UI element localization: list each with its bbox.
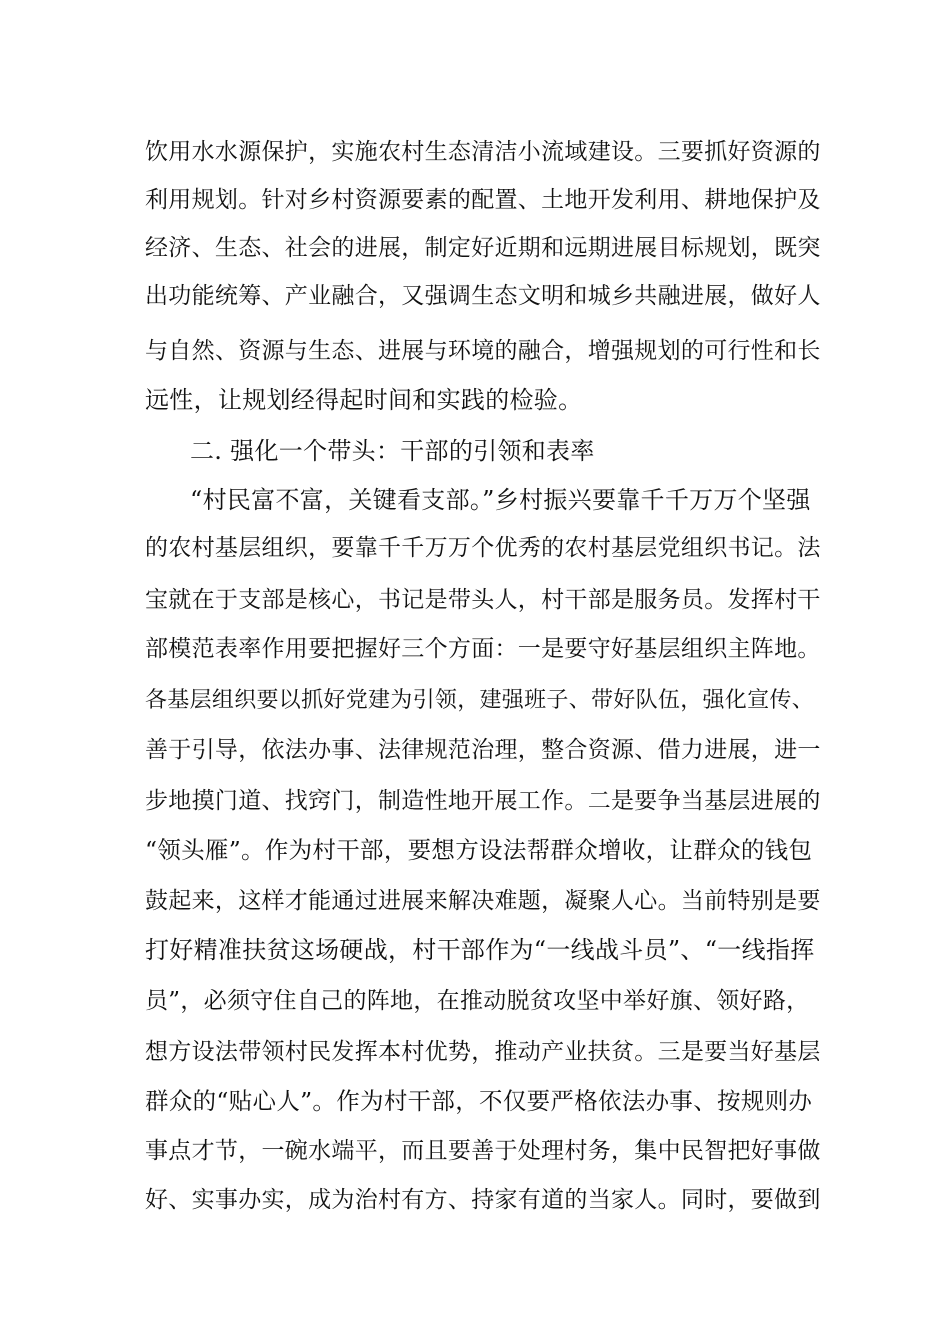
paragraph-line: 经济、生态、社会的进展，制定好近期和远期进展目标规划，既突 bbox=[145, 235, 821, 261]
paragraph-line: “村民富不富，关键看支部。”乡村振兴要靠千千万万个坚强 bbox=[190, 486, 811, 514]
paragraph-line: 鼓起来，这样才能通过进展来解决难题，凝聚人心。当前特别是要 bbox=[145, 888, 821, 914]
paragraph-line: 饮用水水源保护，实施农村生态清洁小流域建设。三要抓好资源的 bbox=[145, 139, 821, 165]
paragraph-line: 的农村基层组织，要靠千千万万个优秀的农村基层党组织书记。法 bbox=[145, 535, 821, 561]
paragraph-line: “领头雁”。作为村干部，要想方设法帮群众增收，让群众的钱包 bbox=[145, 836, 813, 864]
section-heading: 二. 强化一个带头：干部的引领和表率 bbox=[190, 437, 595, 465]
paragraph-line: 宝就在于支部是核心，书记是带头人，村干部是服务员。发挥村干 bbox=[145, 587, 821, 613]
paragraph-line: 利用规划。针对乡村资源要素的配置、土地开发利用、耕地保护及 bbox=[145, 187, 821, 213]
paragraph-line: 打好精准扶贫这场硬战，村干部作为“一线战斗员”、“一线指挥 bbox=[145, 936, 815, 964]
paragraph-line: 各基层组织要以抓好党建为引领，建强班子、带好队伍，强化宣传、 bbox=[145, 688, 815, 713]
paragraph-line: 部模范表率作用要把握好三个方面：一是要守好基层组织主阵地。 bbox=[145, 636, 821, 662]
paragraph-line: 出功能统筹、产业融合，又强调生态文明和城乡共融进展，做好人 bbox=[145, 283, 821, 309]
paragraph-line: 善于引导，依法办事、法律规范治理，整合资源、借力进展，进一 bbox=[145, 737, 821, 763]
paragraph-line: 远性，让规划经得起时间和实践的检验。 bbox=[145, 386, 583, 414]
paragraph-line: 与自然、资源与生态、进展与环境的融合，增强规划的可行性和长 bbox=[145, 338, 821, 364]
paragraph-line: 步地摸门道、找窍门，制造性地开展工作。二是要争当基层进展的 bbox=[145, 788, 821, 814]
paragraph-line: 想方设法带领村民发挥本村优势，推动产业扶贫。三是要当好基层 bbox=[145, 1039, 821, 1065]
paragraph-line: 群众的“贴心人”。作为村干部，不仅要严格依法办事、按规则办 bbox=[145, 1087, 813, 1115]
paragraph-line: 事点才节，一碗水端平，而且要善于处理村务，集中民智把好事做 bbox=[145, 1138, 821, 1164]
paragraph-line: 好、实事办实，成为治村有方、持家有道的当家人。同时，要做到 bbox=[145, 1187, 821, 1213]
paragraph-line: 员”，必须守住自己的阵地，在推动脱贫攻坚中举好旗、领好路， bbox=[145, 988, 810, 1014]
